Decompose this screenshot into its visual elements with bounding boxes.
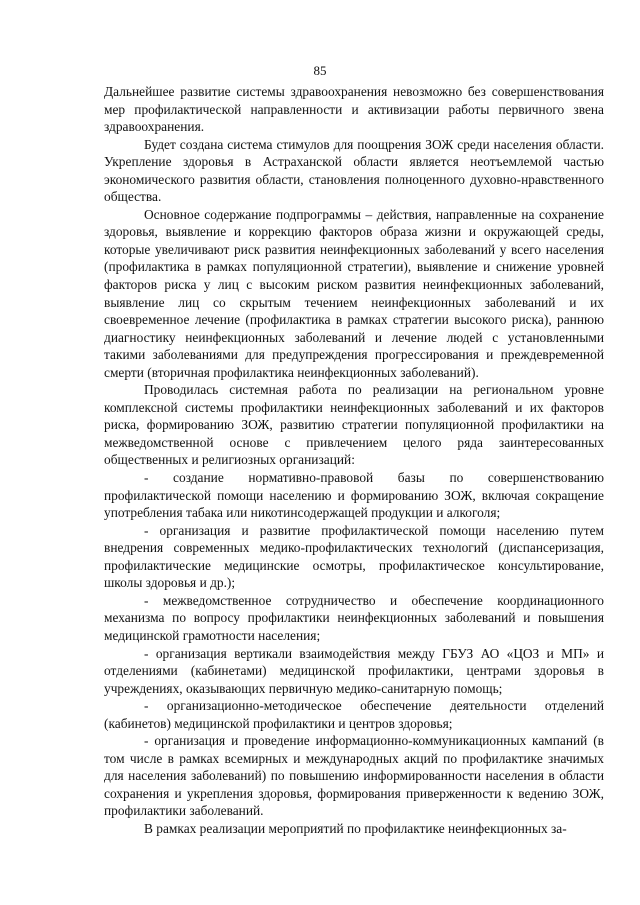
- page-number: 85: [313, 63, 327, 78]
- paragraph-subprogram-content: Основное содержание подпрограммы – действия, направленные на сохранение здоровья, выявление и коррекцию факторов образа жизни и окружающей среды, которые увеличивают риск развития неинфекционных заболеваний у всего населения (профилактика в рамках популяционной стратегии), выявление и снижение уровней факторов риска у лиц с высоким риском развития неинфекционных заболеваний, выявление лиц со скрытым течением неинфекционных заболеваний и их своевременное лечение (профилактика в рамках стратегии высокого риска), раннюю диагностику неинфекционных заболеваний и лечение людей с установленными такими заболеваниями для предупреждения прогрессирования и преждевременной смерти (вторичная профилактика неинфекционных заболеваний).: [104, 206, 604, 380]
- list-item-preventive-care: - организация и развитие профилактической помощи населению путем внедрения современных медико-профилактических технологий (диспансеризация, профилактические медицинские осмотры, профилактическое консультирование, школы здоровья и др.);: [104, 522, 604, 591]
- list-item-information-campaigns: - организация и проведение информационно-коммуникационных кампаний (в том числе в рамках всемирных и международных акций по профилактике значимых для населения заболеваний) по повышению информированности населения в области сохранения и укрепления здоровья, формирования приверженности к ведению ЗОЖ, профилактики заболеваний.: [104, 733, 604, 819]
- list-item-vertical-interaction: - организация вертикали взаимодействия между ГБУЗ АО «ЦОЗ и МП» и отделениями (кабинетами) медицинской профилактики, центрами здоровья в учреждениях, оказывающих первичную медико-санитарную помощь;: [104, 645, 604, 696]
- paragraph-continuation: В рамках реализации мероприятий по профилактике неинфекционных за-: [144, 820, 567, 836]
- list-item-regulatory-base: - создание нормативно-правовой базы по совершенствованию профилактической помощи населению и формированию ЗОЖ, включая сокращение употребления табака или никотинсодержащей продукции и алкоголя;: [104, 470, 604, 521]
- body-text: [104, 83, 604, 838]
- list-item-interagency-cooperation: - межведомственное сотрудничество и обеспечение координационного механизма по вопросу профилактики неинфекционных заболеваний и повышения медицинской грамотности населения;: [104, 592, 604, 643]
- paragraph-intro: Дальнейшее развитие системы здравоохранения невозможно без совершенствования мер профилактической направленности и активизации работы первичного звена здравоохранения.: [104, 84, 604, 135]
- list-item-methodological-support: - организационно-методическое обеспечение деятельности отделений (кабинетов) медицинской профилактики и центров здоровья;: [104, 698, 604, 731]
- paragraph-systemic-work: Проводилась системная работа по реализации на региональном уровне комплексной системы профилактики неинфекционных заболеваний и их факторов риска, формированию ЗОЖ, развитию стратегии популяционной профилактики на межведомственной основе с привлечением целого ряда заинтересованных общественных и религиозных организаций:: [104, 382, 604, 468]
- paragraph-incentives: Будет создана система стимулов для поощрения ЗОЖ среди населения области. Укрепление здоровья в Астраханской области является неотъемлемой частью экономического развития области, становления полноценного духовно-нравственного общества.: [104, 136, 604, 205]
